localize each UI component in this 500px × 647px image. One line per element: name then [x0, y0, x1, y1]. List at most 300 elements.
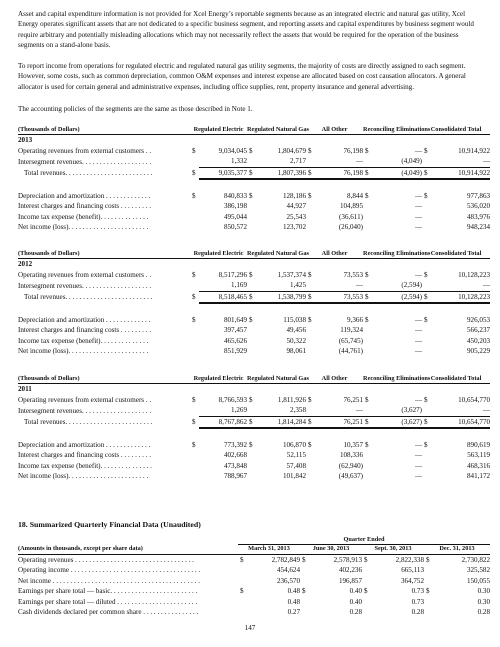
dollar-sign — [422, 461, 431, 472]
dollar-sign — [190, 212, 199, 223]
row-label: Cash dividends declared per common share . . . . . . . . . . . . . . . . — [18, 608, 199, 617]
row-label: Intersegment revenues. . . . . . . . . . . . . . . . . . . . — [18, 281, 152, 290]
value-cell: — — [414, 347, 423, 356]
value-cell: 1,538,799 — [256, 291, 306, 303]
table-label-header: (Amounts in thousands, except per share data) — [18, 545, 238, 554]
dollar-sign: $ — [249, 270, 253, 279]
value-cell: 563,119 — [467, 451, 491, 460]
value-cell: 801,649 — [223, 315, 247, 324]
row-label: Interest charges and financing costs . . . . . . . . . — [18, 326, 152, 335]
value-cell: 236,570 — [276, 576, 300, 585]
table-row — [18, 554, 490, 565]
value-cell: 0.48 — [287, 597, 300, 606]
dollar-sign — [190, 222, 199, 233]
dollar-sign — [238, 597, 247, 608]
dollar-sign — [422, 405, 431, 416]
value-cell: 115,038 — [283, 315, 307, 324]
dollar-sign — [306, 450, 315, 461]
value-cell: 106,870 — [282, 440, 307, 449]
dollar-sign: $ — [247, 167, 256, 179]
dollar-sign — [306, 471, 315, 482]
dollar-sign — [247, 280, 256, 291]
value-cell: 1,169 — [231, 281, 247, 290]
year-label: 2012 — [18, 260, 33, 269]
dollar-sign — [422, 280, 431, 291]
value-cell: 8,518,465 — [199, 291, 247, 303]
value-cell: 76,251 — [343, 395, 364, 404]
paragraph-income-reporting: To report income from operations for regulated electric and regulated natural gas utility segments, the majority of costs are directly assigned to each segment. However, some costs, such as common depreciation, common O&M expenses and interest expense are allocated based on cost causation allocators. A general allocator is used for certain general and administrative expenses, including office supplies, rent, property insurance and general advertising. — [18, 62, 466, 91]
value-cell: 926,053 — [466, 315, 491, 324]
value-cell: 1,814,284 — [256, 416, 306, 428]
dollar-sign — [363, 156, 372, 167]
value-cell: 52,115 — [286, 451, 307, 460]
table-row — [18, 156, 490, 167]
table-row — [18, 191, 490, 202]
dollar-sign — [422, 156, 431, 167]
row-label: Depreciation and amortization . . . . . . . . . . . . . — [18, 440, 151, 449]
value-cell: (44,761) — [338, 347, 364, 356]
table-row — [18, 416, 490, 428]
value-cell: 397,457 — [223, 326, 247, 335]
dollar-sign: $ — [424, 315, 428, 324]
dollar-sign: $ — [365, 440, 369, 449]
dollar-sign: $ — [364, 555, 368, 564]
dollar-sign: $ — [192, 395, 196, 404]
dollar-sign — [306, 405, 315, 416]
table-row — [18, 450, 490, 461]
value-cell: 465,626 — [223, 336, 247, 345]
value-cell: 0.40 — [349, 597, 362, 606]
dollar-sign: $ — [424, 270, 428, 279]
dollar-sign: $ — [192, 315, 196, 324]
dollar-sign: $ — [192, 293, 196, 302]
table-row — [18, 270, 490, 281]
dollar-sign — [363, 471, 372, 482]
dollar-sign — [190, 156, 199, 167]
table-row — [18, 336, 490, 347]
dollar-sign — [247, 222, 256, 233]
dollar-sign: $ — [363, 416, 372, 428]
value-cell: — — [414, 315, 423, 324]
segment-table-2013 — [18, 126, 490, 233]
dollar-sign: $ — [422, 416, 431, 428]
value-cell: 1,811,926 — [277, 395, 307, 404]
table-row — [18, 405, 490, 416]
row-label: Earnings per share total — diluted . . . . . . . . . . . . . . . . . . . . . . . — [18, 597, 198, 606]
dollar-sign — [238, 576, 247, 587]
value-cell: 123,702 — [282, 223, 307, 232]
table-row — [18, 315, 490, 326]
dollar-sign: $ — [308, 191, 312, 200]
dollar-sign — [363, 336, 372, 347]
dollar-sign — [422, 471, 431, 482]
dollar-sign — [362, 607, 371, 618]
value-cell: 483,976 — [466, 212, 491, 221]
dollar-sign: $ — [249, 395, 253, 404]
dollar-sign — [363, 405, 372, 416]
table-row — [18, 586, 490, 597]
value-cell: — — [414, 202, 423, 211]
dollar-sign — [306, 325, 315, 336]
dollar-sign: $ — [306, 416, 315, 428]
col-header-all-other: All Other — [306, 126, 363, 135]
row-label: Total revenues. . . . . . . . . . . . . . . . . . . . . . . . . — [24, 418, 153, 427]
table-row — [18, 325, 490, 336]
row-label: Intersegment revenues. . . . . . . . . . . . . . . . . . . . — [18, 157, 152, 166]
value-cell: (62,940) — [338, 461, 364, 470]
row-label: Net income . . . . . . . . . . . . . . . . . . . . . . . . . . . . . . . . . . . . . . . . . . — [18, 576, 200, 585]
dollar-sign — [363, 280, 372, 291]
dollar-sign — [363, 461, 372, 472]
col-header-regulated-natural-gas: Regulated Natural Gas — [247, 126, 309, 133]
col-header-reconciling-eliminations: Reconciling Eliminations — [363, 126, 431, 133]
dollar-sign: $ — [365, 315, 369, 324]
segment-table-2012 — [18, 250, 490, 357]
value-cell: — — [482, 281, 491, 290]
dollar-sign: $ — [308, 395, 312, 404]
value-cell: 8,517,296 — [218, 270, 247, 279]
dollar-sign — [300, 597, 309, 608]
table-row — [18, 395, 490, 406]
value-cell: 10,654,770 — [431, 416, 490, 428]
value-cell: 49,456 — [286, 326, 307, 335]
col-header-consolidated-total: Consolidated Total — [422, 250, 490, 259]
value-cell: 840,833 — [223, 191, 247, 200]
dollar-sign — [247, 201, 256, 212]
row-label: Total revenues. . . . . . . . . . . . . . . . . . . . . . . . . — [24, 169, 153, 178]
paragraph-asset-info: Asset and capital expenditure information is not provided for Xcel Energy’s reportable segments because as an integrated electric and natural gas utility, Xcel Energy operates significant assets that are not dedicated to a specific business segment, and reporting assets and capital expenditures by business segment would require arbitrary and potentially misleading allocations which may not necessarily reflect the assets that would be required for the operation of the business segments on a stand-alone basis. — [18, 10, 474, 49]
dollar-sign — [190, 201, 199, 212]
dollar-sign — [247, 346, 256, 357]
dollar-sign — [363, 222, 372, 233]
dollar-sign — [247, 336, 256, 347]
row-label: Income tax expense (benefit). . . . . . . . . . . . . . . — [18, 461, 152, 470]
value-cell: 0.27 — [287, 608, 300, 617]
paragraph-accounting-policies: The accounting policies of the segments are the same as those described in Note 1. — [18, 105, 253, 113]
value-cell: 108,336 — [339, 451, 364, 460]
value-cell: (3,627) — [372, 416, 422, 428]
col-header-regulated-electric: Regulated Electric — [190, 375, 247, 384]
dollar-sign: $ — [192, 418, 196, 427]
value-cell: — — [355, 157, 364, 166]
value-cell: 76,251 — [315, 416, 363, 428]
dollar-sign: $ — [363, 291, 372, 303]
table-row — [18, 471, 490, 482]
table-row — [18, 607, 490, 618]
row-label: Total revenues. . . . . . . . . . . . . . . . . . . . . . . . . — [24, 293, 153, 302]
value-cell: 325,582 — [466, 566, 490, 575]
dollar-sign: $ — [308, 315, 312, 324]
value-cell: 1,804,679 — [277, 146, 307, 155]
table-label-header: (Thousands of Dollars) — [18, 126, 190, 135]
value-cell: 128,186 — [282, 191, 307, 200]
dollar-sign: $ — [308, 270, 312, 279]
value-cell: 0.30 — [477, 587, 490, 596]
dollar-sign: $ — [306, 167, 315, 179]
value-cell: 773,392 — [223, 440, 247, 449]
value-cell: 0.48 — [287, 587, 300, 596]
dollar-sign — [300, 565, 309, 576]
value-cell: 0.40 — [349, 587, 362, 596]
dollar-sign — [190, 336, 199, 347]
value-cell: 454,624 — [276, 566, 300, 575]
value-cell: (26,040) — [338, 223, 364, 232]
value-cell: — — [414, 461, 423, 470]
dollar-sign — [424, 607, 433, 618]
value-cell: 1,332 — [231, 157, 247, 166]
dollar-sign — [190, 405, 199, 416]
value-cell: 788,967 — [223, 472, 247, 481]
value-cell: 9,035,377 — [199, 167, 247, 179]
dollar-sign: $ — [365, 191, 369, 200]
value-cell: 8,844 — [347, 191, 364, 200]
col-header-regulated-electric: Regulated Electric — [190, 250, 247, 259]
dollar-sign — [306, 280, 315, 291]
value-cell: 450,203 — [466, 336, 491, 345]
dollar-sign: $ — [240, 587, 244, 596]
dollar-sign — [422, 325, 431, 336]
dollar-sign — [422, 346, 431, 357]
year-label: 2011 — [18, 385, 32, 394]
dollar-sign — [362, 565, 371, 576]
dollar-sign: $ — [424, 395, 428, 404]
value-cell: 0.30 — [477, 597, 490, 606]
value-cell: 150,055 — [466, 576, 490, 585]
value-cell: 10,128,223 — [431, 291, 490, 303]
col-header-all-other: All Other — [306, 375, 363, 384]
table-row — [18, 280, 490, 291]
value-cell: — — [414, 223, 423, 232]
value-cell: 468,316 — [466, 461, 491, 470]
table-row — [18, 146, 490, 157]
value-cell: 536,020 — [466, 202, 491, 211]
value-cell: — — [414, 270, 423, 279]
row-label: Earnings per share total — basic. . . . . . . . . . . . . . . . . . . . . . . . . — [18, 587, 198, 596]
dollar-sign — [306, 212, 315, 223]
dollar-sign — [422, 222, 431, 233]
dollar-sign — [363, 450, 372, 461]
dollar-sign — [247, 471, 256, 482]
value-cell: 0.28 — [411, 608, 424, 617]
value-cell: 851,929 — [223, 347, 247, 356]
value-cell: 1,269 — [231, 406, 247, 415]
value-cell: 57,408 — [286, 461, 307, 470]
dollar-sign: $ — [302, 587, 306, 596]
col-header-quarter: March 31, 2013 — [238, 545, 300, 554]
segment-table-2011 — [18, 375, 490, 482]
row-label: Depreciation and amortization . . . . . . . . . . . . . — [18, 191, 151, 200]
col-header-quarter: Sept. 30, 2013 — [362, 545, 424, 554]
year-label: 2013 — [18, 136, 33, 145]
table-label-header: (Thousands of Dollars) — [18, 250, 190, 259]
col-header-reconciling-eliminations: Reconciling Eliminations — [363, 375, 431, 382]
value-cell: 850,572 — [223, 223, 247, 232]
value-cell: — — [414, 451, 423, 460]
dollar-sign: $ — [249, 315, 253, 324]
value-cell: — — [482, 406, 491, 415]
dollar-sign: $ — [247, 291, 256, 303]
quarterly-table — [18, 536, 490, 618]
row-label: Income tax expense (benefit). . . . . . . . . . . . . . — [18, 336, 149, 345]
dollar-sign: $ — [249, 440, 253, 449]
row-label: Intersegment revenues. . . . . . . . . . . . . . . . . . . . — [18, 406, 152, 415]
value-cell: 364,752 — [400, 576, 424, 585]
value-cell: (2,594) — [372, 291, 422, 303]
dollar-sign: $ — [240, 555, 244, 564]
dollar-sign: $ — [422, 291, 431, 303]
dollar-sign — [190, 450, 199, 461]
value-cell: — — [414, 191, 423, 200]
dollar-sign: $ — [365, 146, 369, 155]
row-label: Operating revenues from external customers . . — [18, 395, 152, 404]
value-cell: 2,730,822 — [461, 555, 490, 564]
dollar-sign: $ — [364, 587, 368, 596]
value-cell: 10,914,922 — [458, 146, 491, 155]
dollar-sign — [190, 346, 199, 357]
value-cell: 2,717 — [290, 157, 307, 166]
value-cell: 76,198 — [315, 167, 363, 179]
value-cell: 0.73 — [411, 587, 424, 596]
dollar-sign: $ — [426, 587, 430, 596]
table-row — [18, 597, 490, 608]
value-cell: (49,637) — [338, 472, 364, 481]
table-row — [18, 212, 490, 223]
dollar-sign — [363, 212, 372, 223]
value-cell: (36,611) — [339, 212, 364, 221]
col-header-quarter: June 30, 2013 — [300, 545, 362, 554]
row-label: Depreciation and amortization . . . . . . . . . . . . . — [18, 315, 151, 324]
dollar-sign: $ — [249, 146, 253, 155]
dollar-sign: $ — [422, 167, 431, 179]
value-cell: — — [355, 281, 364, 290]
dollar-sign — [238, 607, 247, 618]
dollar-sign — [247, 461, 256, 472]
value-cell: 98,061 — [286, 347, 307, 356]
col-header-consolidated-total: Consolidated Total — [422, 126, 490, 135]
value-cell: 8,766,593 — [218, 395, 247, 404]
value-cell: 1,537,374 — [277, 270, 307, 279]
col-header-regulated-natural-gas: Regulated Natural Gas — [247, 250, 309, 257]
dollar-sign — [424, 565, 433, 576]
value-cell: 402,236 — [338, 566, 362, 575]
value-cell: — — [414, 336, 423, 345]
value-cell: — — [414, 440, 423, 449]
col-header-reconciling-eliminations: Reconciling Eliminations — [363, 250, 431, 257]
page-number: 147 — [244, 624, 256, 632]
dollar-sign — [190, 325, 199, 336]
quarter-ended-header: Quarter Ended — [238, 536, 490, 545]
value-cell: 8,767,862 — [199, 416, 247, 428]
dollar-sign — [238, 565, 247, 576]
table-row — [18, 346, 490, 357]
row-label: Net income (loss). . . . . . . . . . . . . . . . . . . . . . . — [18, 347, 149, 356]
table-row — [18, 222, 490, 233]
value-cell: 473,848 — [223, 461, 247, 470]
dollar-sign — [190, 280, 199, 291]
dollar-sign — [363, 346, 372, 357]
value-cell: — — [414, 212, 423, 221]
dollar-sign: $ — [249, 191, 253, 200]
value-cell: 402,668 — [223, 451, 247, 460]
value-cell: 0.28 — [349, 608, 362, 617]
table-label-header: (Thousands of Dollars) — [18, 375, 190, 384]
dollar-sign — [306, 201, 315, 212]
row-label: Net income (loss). . . . . . . . . . . . . . . . . . . . . . . — [18, 223, 149, 232]
dollar-sign — [422, 201, 431, 212]
row-label: Interest charges and financing costs . . . . . . . . . — [18, 451, 152, 460]
value-cell: 2,822,338 — [395, 555, 424, 564]
dollar-sign — [247, 450, 256, 461]
value-cell: (65,745) — [338, 336, 364, 345]
value-cell: 9,366 — [347, 315, 364, 324]
dollar-sign: $ — [306, 291, 315, 303]
col-header-regulated-natural-gas: Regulated Natural Gas — [247, 375, 309, 382]
value-cell: 73,553 — [343, 270, 364, 279]
dollar-sign: $ — [424, 440, 428, 449]
value-cell: — — [414, 326, 423, 335]
value-cell: 10,914,922 — [431, 167, 490, 179]
dollar-sign — [306, 156, 315, 167]
value-cell: (4,049) — [372, 167, 422, 179]
value-cell: 566,237 — [466, 326, 491, 335]
value-cell: — — [414, 146, 423, 155]
value-cell: 905,229 — [466, 347, 491, 356]
dollar-sign — [300, 576, 309, 587]
table-row — [18, 291, 490, 303]
dollar-sign — [422, 212, 431, 223]
value-cell: 104,895 — [339, 202, 364, 211]
value-cell: 948,234 — [466, 223, 491, 232]
col-header-regulated-electric: Regulated Electric — [190, 126, 247, 135]
value-cell: 73,553 — [315, 291, 363, 303]
dollar-sign — [190, 471, 199, 482]
dollar-sign — [306, 336, 315, 347]
col-header-quarter: Dec. 31, 2013 — [424, 545, 490, 554]
row-label: Interest charges and financing costs . . . . . . . . . — [18, 202, 152, 211]
value-cell: 9,034,045 — [218, 146, 247, 155]
dollar-sign: $ — [302, 555, 306, 564]
value-cell: — — [414, 395, 423, 404]
value-cell: 841,172 — [466, 472, 491, 481]
dollar-sign — [306, 346, 315, 357]
value-cell: 495,044 — [223, 212, 247, 221]
dollar-sign — [247, 156, 256, 167]
dollar-sign: $ — [426, 555, 430, 564]
row-label: Operating revenues . . . . . . . . . . . . . . . . . . . . . . . . . . . . . . . . . . — [18, 555, 194, 564]
section-title: 18. Summarized Quarterly Financial Data (Unaudited) — [18, 520, 201, 529]
dollar-sign: $ — [308, 440, 312, 449]
dollar-sign — [247, 325, 256, 336]
value-cell: 44,927 — [286, 202, 307, 211]
value-cell: 0.73 — [411, 597, 424, 606]
col-header-all-other: All Other — [306, 250, 363, 259]
dollar-sign — [247, 212, 256, 223]
dollar-sign — [190, 461, 199, 472]
table-row — [18, 167, 490, 179]
value-cell: 386,198 — [223, 202, 247, 211]
dollar-sign — [424, 597, 433, 608]
dollar-sign: $ — [192, 270, 196, 279]
value-cell: 1,425 — [290, 281, 307, 290]
value-cell: 119,324 — [340, 326, 364, 335]
col-header-consolidated-total: Consolidated Total — [422, 375, 490, 384]
row-label: Net income (loss). . . . . . . . . . . . . . . . . . . . . . . — [18, 472, 149, 481]
value-cell: 2,358 — [290, 406, 307, 415]
dollar-sign: $ — [424, 191, 428, 200]
dollar-sign: $ — [192, 440, 196, 449]
table-row — [18, 440, 490, 451]
dollar-sign: $ — [192, 191, 196, 200]
